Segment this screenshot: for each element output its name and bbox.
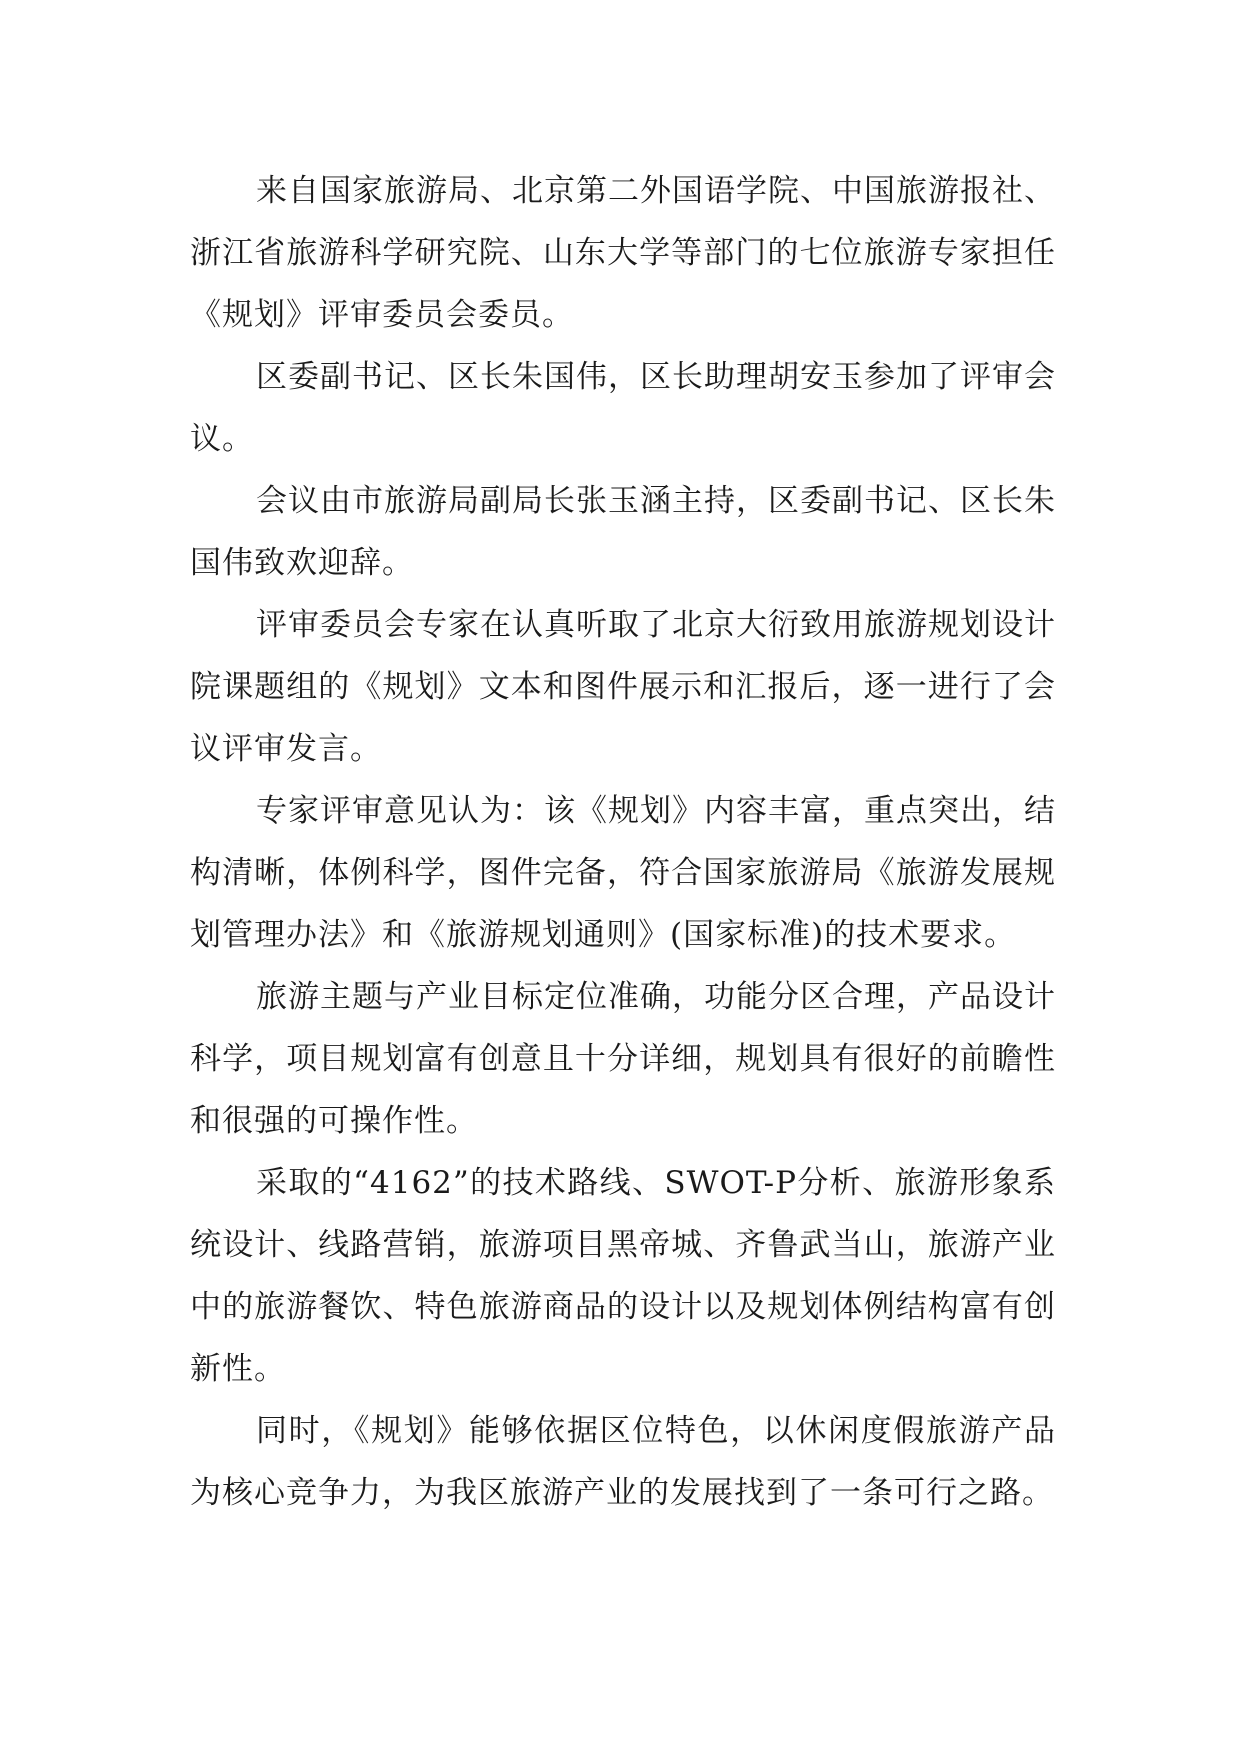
paragraph-attendees: 区委副书记、区长朱国伟，区长助理胡安玉参加了评审会议。: [190, 359, 1056, 457]
paragraph-host: 会议由市旅游局副局长张玉涵主持，区委副书记、区长朱国伟致欢迎辞。: [190, 483, 1056, 581]
document-body: [190, 160, 1056, 1524]
paragraph-opinion: 专家评审意见认为：该《规划》内容丰富，重点突出，结构清晰，体例科学，图件完备，符合国家旅游局《旅游发展规划管理办法》和《旅游规划通则》(国家标准)的技术要求。: [190, 793, 1056, 953]
paragraph-positioning: 旅游主题与产业目标定位准确，功能分区合理，产品设计科学，项目规划富有创意且十分详细，规划具有很好的前瞻性和很强的可操作性。: [190, 979, 1056, 1139]
paragraph-conclusion: 同时，《规划》能够依据区位特色，以休闲度假旅游产品为核心竞争力，为我区旅游产业的发展找到了一条可行之路。: [190, 1413, 1056, 1511]
paragraph-innovation: 采取的“4162”的技术路线、SWOT-P分析、旅游形象系统设计、线路营销，旅游项目黑帝城、齐鲁武当山，旅游产业中的旅游餐饮、特色旅游商品的设计以及规划体例结构富有创新性。: [190, 1165, 1056, 1387]
paragraph-presentation: 评审委员会专家在认真听取了北京大衍致用旅游规划设计院课题组的《规划》文本和图件展示和汇报后，逐一进行了会议评审发言。: [190, 607, 1056, 767]
paragraph-experts: 来自国家旅游局、北京第二外国语学院、中国旅游报社、浙江省旅游科学研究院、山东大学等部门的七位旅游专家担任《规划》评审委员会委员。: [190, 173, 1056, 333]
